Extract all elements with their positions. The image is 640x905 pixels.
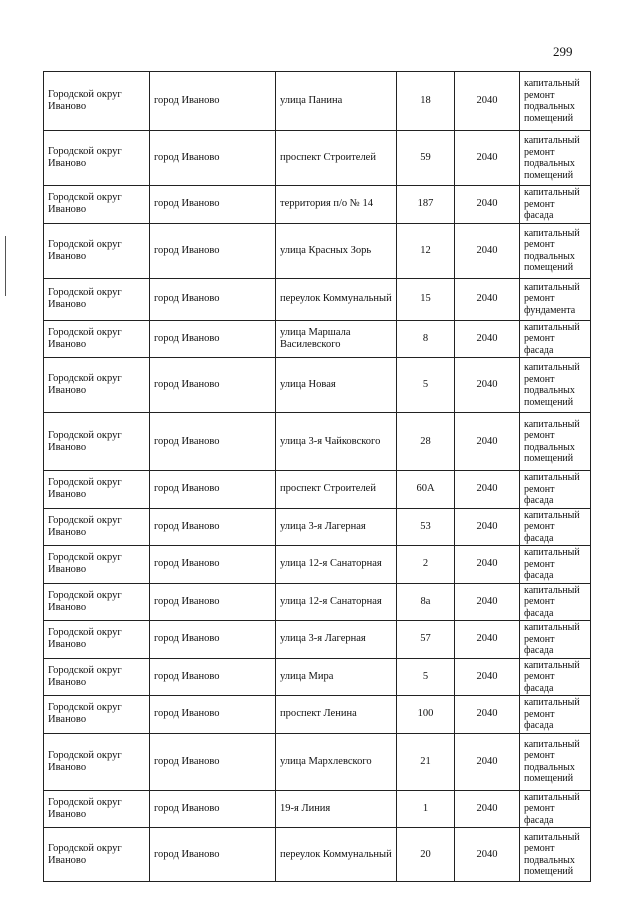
cell-house-number: 53 (397, 508, 455, 546)
table-row (44, 278, 591, 320)
repair-schedule-table (43, 71, 591, 882)
cell-settlement: город Иваново (150, 278, 276, 320)
cell-house-number: 59 (397, 131, 455, 186)
cell-work-type: капитальный ремонт фасада (520, 621, 591, 659)
cell-work-type: капитальный ремонт подвальных помещений (520, 413, 591, 471)
page-number: 299 (553, 44, 573, 59)
table-row (44, 131, 591, 186)
cell-settlement: город Иваново (150, 508, 276, 546)
cell-street: переулок Коммунальный (276, 828, 397, 882)
cell-street: проспект Строителей (276, 131, 397, 186)
cell-municipality: Городской округ Иваново (44, 546, 150, 584)
cell-work-type: капитальный ремонт подвальных помещений (520, 358, 591, 413)
cell-street: улица 12-я Санаторная (276, 546, 397, 584)
cell-settlement: город Иваново (150, 583, 276, 621)
cell-year: 2040 (455, 186, 520, 224)
cell-work-type: капитальный ремонт фасада (520, 790, 591, 828)
cell-street: территория п/о № 14 (276, 186, 397, 224)
cell-year: 2040 (455, 696, 520, 734)
cell-house-number: 8 (397, 320, 455, 358)
cell-year: 2040 (455, 621, 520, 659)
cell-street: улица Красных Зорь (276, 223, 397, 278)
table-row (44, 621, 591, 659)
table-row (44, 658, 591, 696)
table-row (44, 733, 591, 790)
cell-settlement: город Иваново (150, 72, 276, 131)
cell-settlement: город Иваново (150, 621, 276, 659)
cell-street: улица Мархлевского (276, 733, 397, 790)
cell-work-type: капитальный ремонт подвальных помещений (520, 72, 591, 131)
cell-settlement: город Иваново (150, 828, 276, 882)
cell-year: 2040 (455, 320, 520, 358)
table-row (44, 696, 591, 734)
cell-house-number: 2 (397, 546, 455, 584)
cell-municipality: Городской округ Иваново (44, 696, 150, 734)
cell-year: 2040 (455, 658, 520, 696)
cell-municipality: Городской округ Иваново (44, 413, 150, 471)
cell-work-type: капитальный ремонт подвальных помещений (520, 223, 591, 278)
cell-work-type: капитальный ремонт фасада (520, 471, 591, 509)
cell-work-type: капитальный ремонт фасада (520, 186, 591, 224)
cell-street: улица 12-я Санаторная (276, 583, 397, 621)
cell-municipality: Городской округ Иваново (44, 278, 150, 320)
cell-street: улица Маршала Василевского (276, 320, 397, 358)
cell-year: 2040 (455, 790, 520, 828)
cell-year: 2040 (455, 358, 520, 413)
cell-municipality: Городской округ Иваново (44, 358, 150, 413)
cell-house-number: 187 (397, 186, 455, 224)
cell-year: 2040 (455, 828, 520, 882)
cell-work-type: капитальный ремонт фасада (520, 696, 591, 734)
cell-work-type: капитальный ремонт фасада (520, 320, 591, 358)
table-row (44, 546, 591, 584)
cell-settlement: город Иваново (150, 658, 276, 696)
cell-street: улица 3-я Чайковского (276, 413, 397, 471)
cell-house-number: 18 (397, 72, 455, 131)
cell-house-number: 15 (397, 278, 455, 320)
cell-street: улица Мира (276, 658, 397, 696)
table-row (44, 828, 591, 882)
cell-municipality: Городской округ Иваново (44, 72, 150, 131)
cell-municipality: Городской округ Иваново (44, 131, 150, 186)
cell-settlement: город Иваново (150, 471, 276, 509)
cell-year: 2040 (455, 223, 520, 278)
cell-year: 2040 (455, 733, 520, 790)
cell-work-type: капитальный ремонт фасада (520, 658, 591, 696)
cell-house-number: 57 (397, 621, 455, 659)
cell-house-number: 20 (397, 828, 455, 882)
cell-work-type: капитальный ремонт фасада (520, 508, 591, 546)
table-body (44, 72, 591, 882)
cell-work-type: капитальный ремонт подвальных помещений (520, 828, 591, 882)
cell-work-type: капитальный ремонт подвальных помещений (520, 733, 591, 790)
cell-year: 2040 (455, 131, 520, 186)
cell-street: проспект Строителей (276, 471, 397, 509)
cell-municipality: Городской округ Иваново (44, 583, 150, 621)
cell-year: 2040 (455, 278, 520, 320)
cell-settlement: город Иваново (150, 546, 276, 584)
table-row (44, 471, 591, 509)
cell-house-number: 60А (397, 471, 455, 509)
cell-settlement: город Иваново (150, 413, 276, 471)
cell-municipality: Городской округ Иваново (44, 790, 150, 828)
cell-municipality: Городской округ Иваново (44, 320, 150, 358)
table-row (44, 320, 591, 358)
cell-street: проспект Ленина (276, 696, 397, 734)
cell-municipality: Городской округ Иваново (44, 658, 150, 696)
cell-settlement: город Иваново (150, 320, 276, 358)
cell-year: 2040 (455, 72, 520, 131)
cell-house-number: 5 (397, 358, 455, 413)
cell-house-number: 12 (397, 223, 455, 278)
cell-settlement: город Иваново (150, 223, 276, 278)
cell-year: 2040 (455, 413, 520, 471)
cell-year: 2040 (455, 546, 520, 584)
cell-settlement: город Иваново (150, 131, 276, 186)
cell-municipality: Городской округ Иваново (44, 223, 150, 278)
cell-street: улица Новая (276, 358, 397, 413)
cell-house-number: 5 (397, 658, 455, 696)
cell-settlement: город Иваново (150, 358, 276, 413)
cell-year: 2040 (455, 583, 520, 621)
cell-street: переулок Коммунальный (276, 278, 397, 320)
cell-municipality: Городской округ Иваново (44, 471, 150, 509)
cell-municipality: Городской округ Иваново (44, 621, 150, 659)
table-row (44, 223, 591, 278)
cell-work-type: капитальный ремонт подвальных помещений (520, 131, 591, 186)
cell-year: 2040 (455, 508, 520, 546)
cell-street: улица Панина (276, 72, 397, 131)
cell-street: 19-я Линия (276, 790, 397, 828)
cell-settlement: город Иваново (150, 790, 276, 828)
cell-settlement: город Иваново (150, 733, 276, 790)
cell-house-number: 28 (397, 413, 455, 471)
table-row (44, 508, 591, 546)
cell-house-number: 1 (397, 790, 455, 828)
table-row (44, 790, 591, 828)
cell-municipality: Городской округ Иваново (44, 186, 150, 224)
cell-house-number: 21 (397, 733, 455, 790)
cell-municipality: Городской округ Иваново (44, 828, 150, 882)
cell-house-number: 8а (397, 583, 455, 621)
table-row (44, 583, 591, 621)
cell-municipality: Городской округ Иваново (44, 508, 150, 546)
cell-year: 2040 (455, 471, 520, 509)
cell-work-type: капитальный ремонт фундамента (520, 278, 591, 320)
margin-scan-mark (5, 236, 6, 296)
table-row (44, 358, 591, 413)
cell-work-type: капитальный ремонт фасада (520, 546, 591, 584)
table-row (44, 413, 591, 471)
cell-street: улица 3-я Лагерная (276, 621, 397, 659)
cell-settlement: город Иваново (150, 186, 276, 224)
table-row (44, 186, 591, 224)
cell-municipality: Городской округ Иваново (44, 733, 150, 790)
cell-work-type: капитальный ремонт фасада (520, 583, 591, 621)
cell-house-number: 100 (397, 696, 455, 734)
cell-settlement: город Иваново (150, 696, 276, 734)
table-row (44, 72, 591, 131)
cell-street: улица 3-я Лагерная (276, 508, 397, 546)
